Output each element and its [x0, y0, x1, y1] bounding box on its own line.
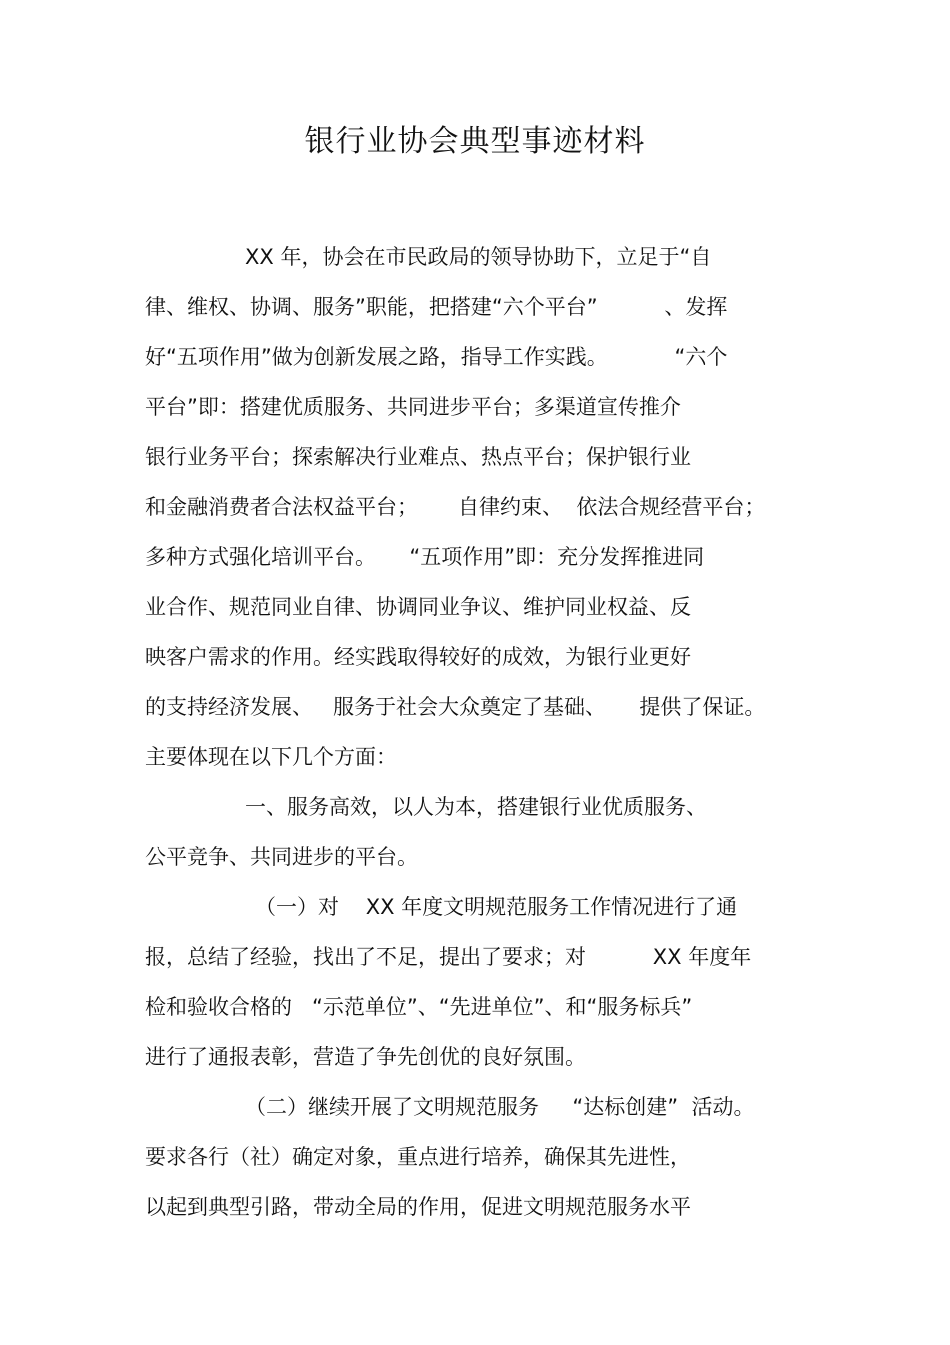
body-text-line: 一、服务高效，以人为本，搭建银行业优质服务、	[245, 795, 707, 819]
body-text-line: 好“五项作用”做为创新发展之路，指导工作实践。 “六个	[145, 345, 728, 369]
body-text-line: （二）继续开展了文明规范服务 “达标创建” 活动。	[245, 1095, 755, 1119]
body-text-line: XX 年，协会在市民政局的领导协助下，立足于“自	[245, 245, 712, 269]
body-text-line: 多种方式强化培训平台。 “五项作用”即：充分发挥推进同	[145, 545, 705, 569]
body-text-line: 的支持经济发展、 服务于社会大众奠定了基础、 提供了保证。	[145, 695, 766, 719]
body-text-line: 律、维权、协调、服务”职能，把搭建“六个平台” 、发挥	[145, 295, 728, 319]
body-text-line: 进行了通报表彰，营造了争先创优的良好氛围。	[145, 1045, 586, 1069]
body-text-line: 和金融消费者合法权益平台； 自律约束、 依法合规经营平台；	[145, 495, 766, 519]
document-body	[145, 232, 815, 1232]
body-text-line: 映客户需求的作用。经实践取得较好的成效，为银行业更好	[145, 645, 691, 669]
body-text-line: 主要体现在以下几个方面：	[145, 745, 397, 769]
body-text-line: 以起到典型引路，带动全局的作用，促进文明规范服务水平	[145, 1195, 691, 1219]
body-text-line: 银行业务平台；探索解决行业难点、热点平台；保护银行业	[145, 445, 691, 469]
body-text-line: （一）对 XX 年度文明规范服务工作情况进行了通	[255, 895, 738, 919]
body-text-line: 报，总结了经验，找出了不足，提出了要求；对 XX 年度年	[145, 945, 752, 969]
body-text-line: 平台”即：搭建优质服务、共同进步平台；多渠道宣传推介	[145, 395, 681, 419]
document-title: 银行业协会典型事迹材料	[304, 124, 646, 159]
body-text-line: 公平竞争、共同进步的平台。	[145, 845, 418, 869]
body-text-line: 要求各行（社）确定对象，重点进行培养，确保其先进性，	[145, 1145, 691, 1169]
body-text-line: 业合作、规范同业自律、协调同业争议、维护同业权益、反	[145, 595, 691, 619]
body-text-line: 检和验收合格的 “示范单位”、“先进单位”、和“服务标兵”	[145, 995, 693, 1019]
